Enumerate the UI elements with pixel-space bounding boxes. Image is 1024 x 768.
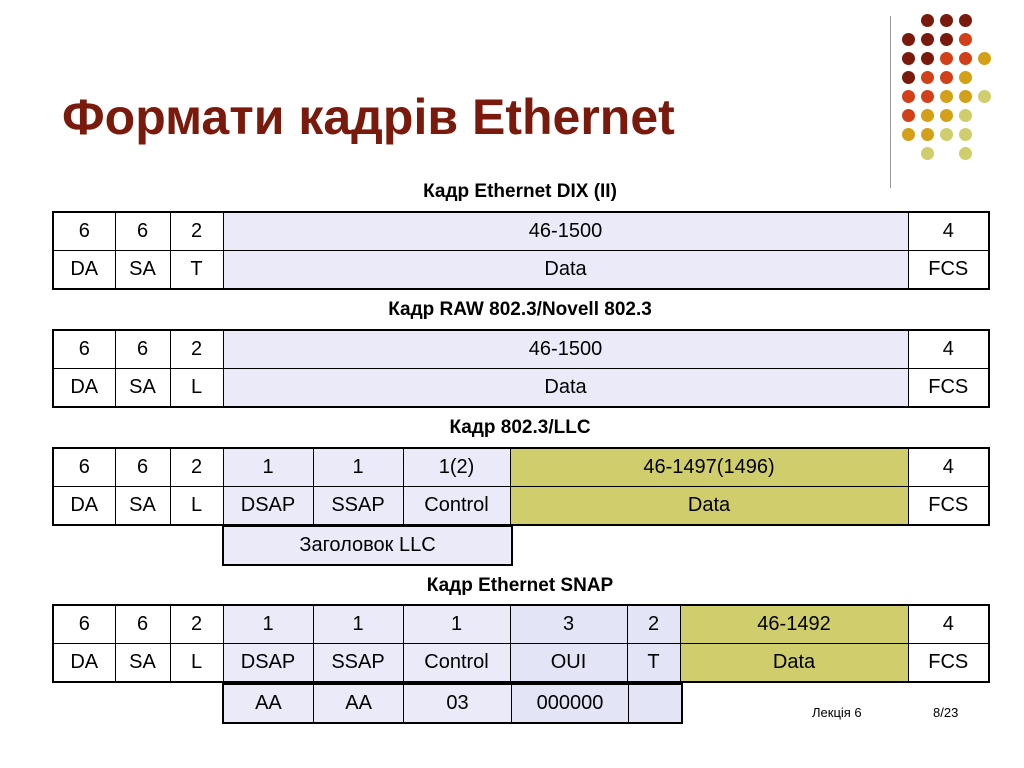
table-cell: L [170,644,223,683]
table-cell: 03 [404,684,511,723]
table-cell: Data [223,251,908,290]
table-cell: 4 [908,605,989,644]
decorative-dot [902,128,915,141]
table-cell: SSAP [313,487,403,526]
table-cell: T [627,644,680,683]
table-cell: 2 [627,605,680,644]
table-cell: FCS [908,644,989,683]
table-cell: T [170,251,223,290]
table-row [53,251,989,290]
decorative-dot [902,71,915,84]
table-row [53,369,989,408]
table-cell: DA [53,487,115,526]
decorative-dot [921,90,934,103]
table-cell: 6 [53,448,115,487]
table-row [53,487,989,526]
frame-table-dix [52,211,990,290]
table-cell: 6 [115,448,170,487]
table-row [53,448,989,487]
table-cell: L [170,487,223,526]
table-cell: 1(2) [403,448,510,487]
table-cell: FCS [908,487,989,526]
table-cell: 6 [53,605,115,644]
table-cell: Data [223,369,908,408]
footer-lecture: Лекція 6 [812,705,862,720]
table-cell [629,684,682,723]
table-cell: 6 [115,212,170,251]
table-row [53,605,989,644]
table-cell: DA [53,251,115,290]
llc-header-label-table [222,525,513,566]
decorative-dot [959,128,972,141]
table-cell: 6 [53,212,115,251]
table-cell: DSAP [223,644,313,683]
table-cell: DA [53,369,115,408]
decorative-dot [959,33,972,46]
decorative-dot [940,33,953,46]
table-cell: DA [53,644,115,683]
decorative-dot [921,128,934,141]
table-cell: SSAP [313,644,403,683]
table-cell: FCS [908,251,989,290]
decorative-dot [940,71,953,84]
frame-heading-llc: Кадр 802.3/LLC [449,417,591,438]
decorative-dot [921,33,934,46]
table-cell: 46-1500 [223,212,908,251]
table-row [223,684,682,723]
table-cell: 4 [908,330,989,369]
table-cell: SA [115,487,170,526]
table-cell: SA [115,644,170,683]
table-row [53,644,989,683]
decorative-dot [959,90,972,103]
decorative-dot [978,52,991,65]
decorative-dot [902,52,915,65]
decorative-dot [978,90,991,103]
decorative-dot [921,52,934,65]
table-cell: 6 [115,605,170,644]
decorative-dot [921,109,934,122]
table-cell: 2 [170,330,223,369]
table-cell: 46-1497(1496) [510,448,908,487]
table-cell: 2 [170,212,223,251]
decorative-dot [921,147,934,160]
frame-table-raw [52,329,990,408]
table-cell: 1 [403,605,510,644]
table-row [53,330,989,369]
decorative-dot [940,128,953,141]
decorative-dot [959,109,972,122]
decorative-dot [921,71,934,84]
decorative-dot [959,52,972,65]
table-cell: Data [510,487,908,526]
table-cell: 1 [313,448,403,487]
table-cell: AA [313,684,403,723]
table-cell: Data [680,644,908,683]
decorative-divider [890,16,891,188]
table-cell: 6 [53,330,115,369]
table-cell: 4 [908,448,989,487]
frame-heading-dix: Кадр Ethernet DIX (II) [423,181,617,202]
table-cell: DSAP [223,487,313,526]
table-cell: Control [403,644,510,683]
table-cell: 46-1500 [223,330,908,369]
table-cell: 000000 [511,684,629,723]
decorative-dot [902,90,915,103]
decorative-dot [940,90,953,103]
table-cell: FCS [908,369,989,408]
decorative-dot-pattern-icon [902,14,1022,164]
decorative-dot [902,33,915,46]
table-cell: SA [115,251,170,290]
table-cell: SA [115,369,170,408]
table-cell: 1 [313,605,403,644]
decorative-dot [959,14,972,27]
decorative-dot [921,14,934,27]
llc-header-label: Заголовок LLC [223,526,512,565]
table-cell: 2 [170,605,223,644]
table-cell: 46-1492 [680,605,908,644]
table-cell: 3 [510,605,627,644]
table-cell: AA [223,684,313,723]
table-cell: OUI [510,644,627,683]
table-cell: 1 [223,605,313,644]
table-cell: 6 [115,330,170,369]
table-cell: 2 [170,448,223,487]
decorative-dot [940,52,953,65]
frame-table-llc [52,447,990,526]
table-cell: 1 [223,448,313,487]
table-cell: L [170,369,223,408]
decorative-dot [940,14,953,27]
decorative-dot [902,109,915,122]
snap-subrow-table [222,683,683,724]
decorative-dot [940,109,953,122]
frame-table-snap [52,604,990,683]
decorative-dot [959,71,972,84]
table-row [223,526,512,565]
table-row [53,212,989,251]
frame-heading-raw: Кадр RAW 802.3/Novell 802.3 [388,299,652,320]
table-cell: Control [403,487,510,526]
footer-page-number: 8/23 [933,705,959,720]
decorative-dot [959,147,972,160]
slide-title: Формати кадрів Ethernet [62,89,675,145]
table-cell: 4 [908,212,989,251]
frame-heading-snap: Кадр Ethernet SNAP [426,575,614,596]
